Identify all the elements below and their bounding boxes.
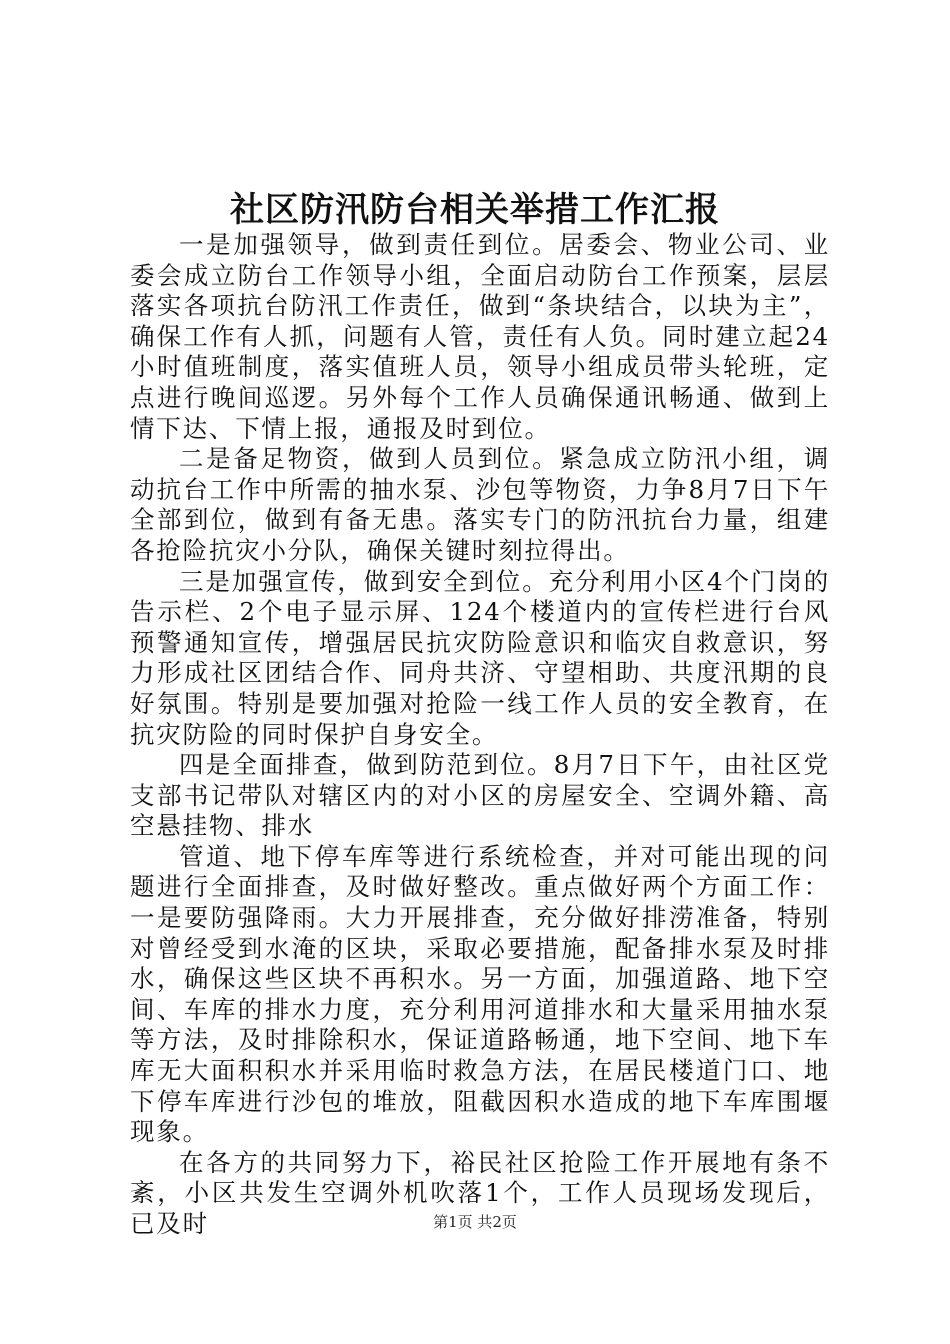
paragraph-leadership: 一是加强领导，做到责任到位。居委会、物业公司、业委会成立防台工作领导小组，全面启动防台工作预案，层层落实各项抗台防汛工作责任，做到“条块结合，以块为主”，确保工作有人抓，问题有人管，责任有人负。同时建立起24小时值班制度，落实值班人员，领导小组成员带头轮班，定点进行晚间巡逻。另外每个工作人员确保通讯畅通、做到上情下达、下情上报，通报及时到位。 [130, 230, 830, 443]
paragraph-supplies: 二是备足物资，做到人员到位。紧急成立防汛小组，调动抗台工作中所需的抽水泵、沙包等物资，力争8月7日下午全部到位，做到有备无患。落实专门的防汛抗台力量，组建各抢险抗灾小分队，确保关键时刻拉得出。 [130, 444, 830, 565]
paragraph-summary: 在各方的共同努力下，裕民社区抢险工作开展地有条不紊，小区共发生空调外机吹落1个，工作人员现场发现后，已及时 [130, 1147, 830, 1238]
document-body [130, 230, 830, 1240]
paragraph-publicity: 三是加强宣传，做到安全到位。充分利用小区4个门岗的告示栏、2个电子显示屏、124个楼道内的宣传栏进行台风预警通知宣传，增强居民抗灾防险意识和临灾自救意识，努力形成社区团结合作、同舟共济、守望相助、共度汛期的良好氛围。特别是要加强对抢险一线工作人员的安全教育，在抗灾防险的同时保护自身安全。 [130, 566, 830, 749]
page-number-footer: 第1页 共2页 [433, 1213, 517, 1231]
paragraph-inspection: 四是全面排查，做到防范到位。8月7日下午，由社区党支部书记带队对辖区内的对小区的房屋安全、空调外籍、高空悬挂物、排水 [130, 750, 830, 841]
document-title: 社区防汛防台相关举措工作汇报 [230, 190, 720, 230]
paragraph-inspection-continued: 管道、地下停车库等进行系统检查，并对可能出现的问题进行全面排查，及时做好整改。重点做好两个方面工作：一是要防强降雨。大力开展排查，充分做好排涝准备，特别对曾经受到水淹的区块，采取必要措施，配备排水泵及时排水，确保这些区块不再积水。另一方面，加强道路、地下空间、车库的排水力度，充分利用河道排水和大量采用抽水泵等方法，及时排除积水，保证道路畅通，地下空间、地下车库无大面积积水并采用临时救急方法，在居民楼道门口、地下停车库进行沙包的堆放，阻截因积水造成的地下车库围堰现象。 [130, 841, 830, 1147]
